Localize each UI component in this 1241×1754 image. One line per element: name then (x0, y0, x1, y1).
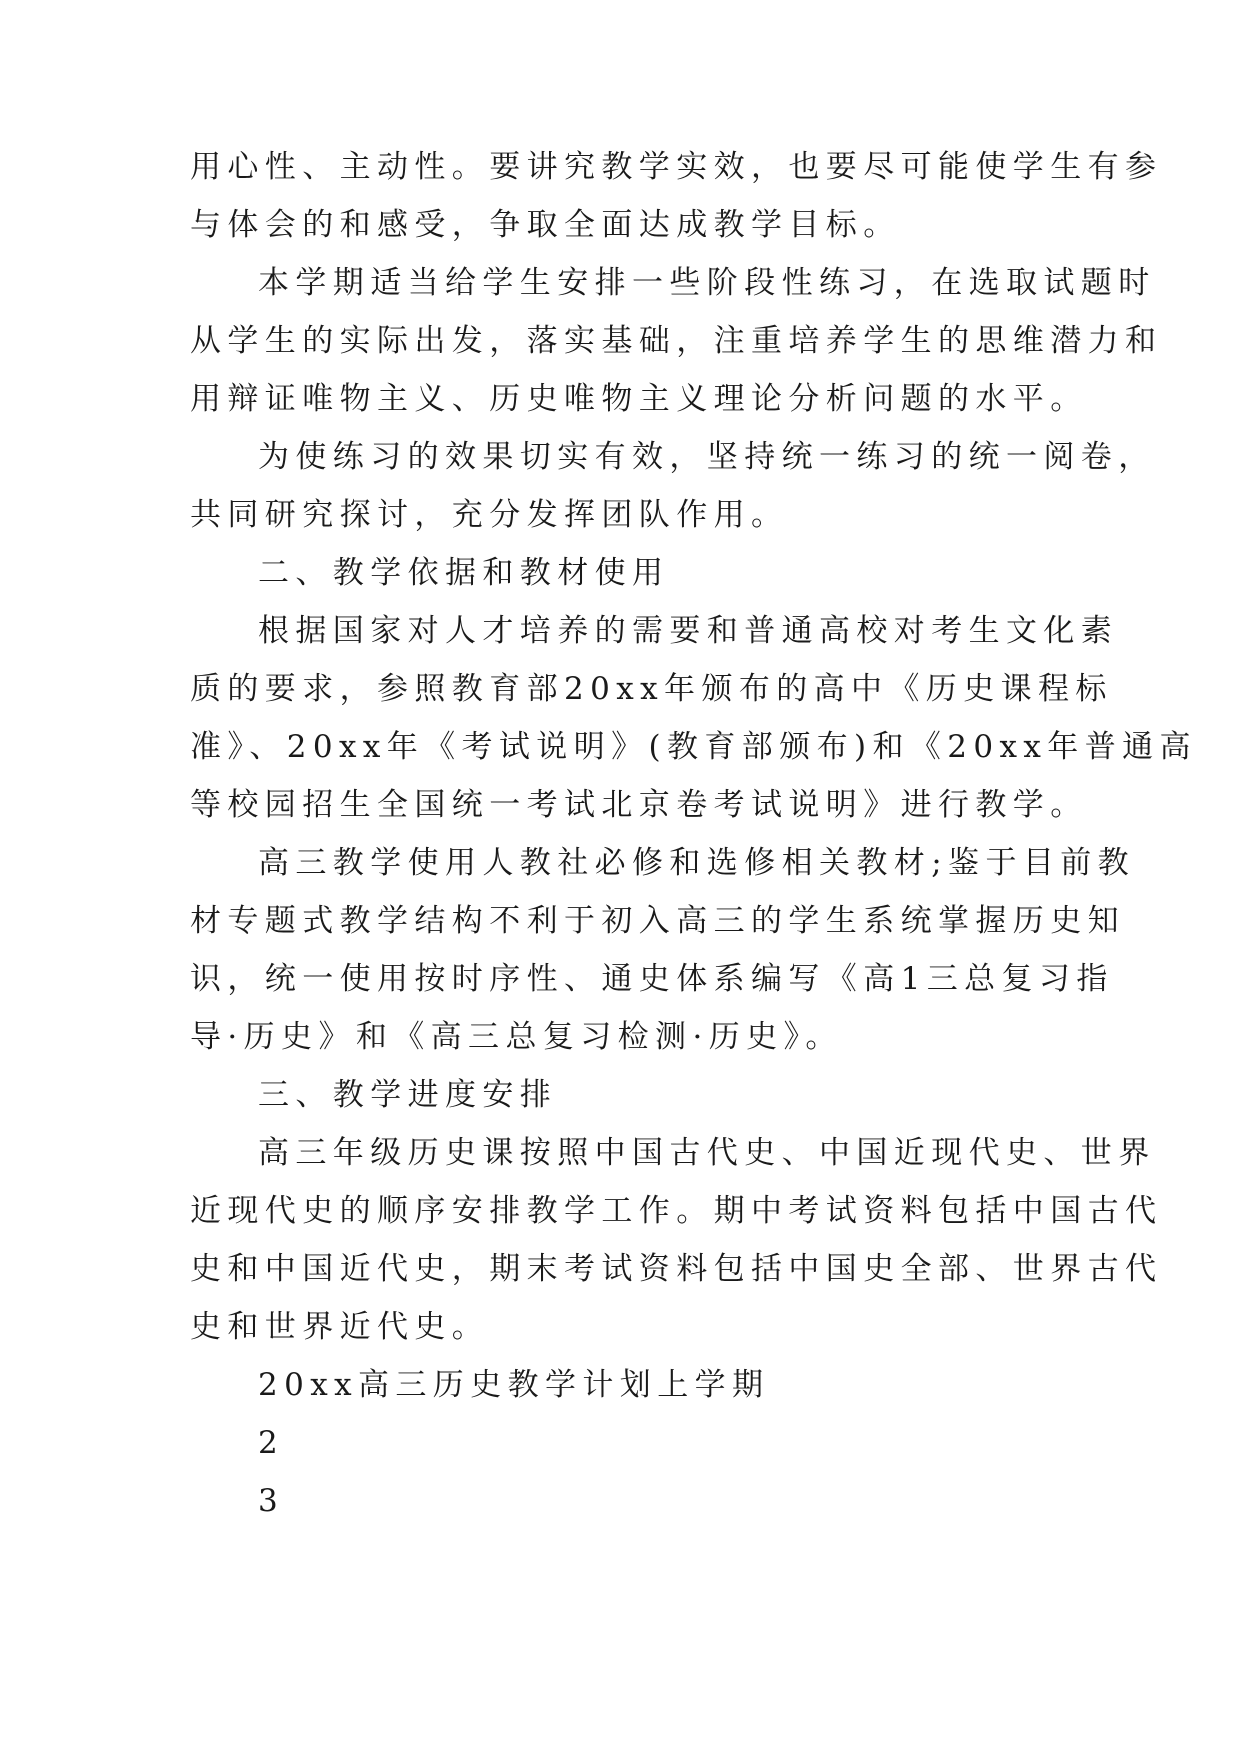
text-line: 导·历史》和《高三总复习检测·历史》。 (190, 1019, 843, 1055)
document-title-line: 20xx高三历史教学计划上学期 (258, 1367, 770, 1403)
paragraph-start: 本学期适当给学生安排一些阶段性练习，在选取试题时 (258, 265, 1156, 301)
text-line: 用心性、主动性。要讲究教学实效，也要尽可能使学生有参 (190, 149, 1163, 185)
text-line: 质的要求，参照教育部20xx年颁布的高中《历史课程标 (190, 671, 1113, 707)
text-line: 史和世界近代史。 (190, 1309, 490, 1345)
text-line: 近现代史的顺序安排教学工作。期中考试资料包括中国古代 (190, 1193, 1163, 1229)
text-line: 等校园招生全国统一考试北京卷考试说明》进行教学。 (190, 787, 1088, 823)
text-line: 从学生的实际出发，落实基础，注重培养学生的思维潜力和 (190, 323, 1163, 359)
text-line: 材专题式教学结构不利于初入高三的学生系统掌握历史知 (190, 903, 1125, 939)
paragraph-start: 根据国家对人才培养的需要和普通高校对考生文化素 (258, 613, 1119, 649)
paragraph-start: 高三年级历史课按照中国古代史、中国近现代史、世界 (258, 1135, 1156, 1171)
section-heading: 二、教学依据和教材使用 (258, 555, 670, 591)
text-line: 史和中国近代史，期末考试资料包括中国史全部、世界古代 (190, 1251, 1163, 1287)
page-number-2: 2 (258, 1425, 285, 1461)
section-heading: 三、教学进度安排 (258, 1077, 558, 1113)
text-line: 用辩证唯物主义、历史唯物主义理论分析问题的水平。 (190, 381, 1088, 417)
page-number-3: 3 (258, 1483, 285, 1519)
text-line: 识，统一使用按时序性、通史体系编写《高1三总复习指 (190, 961, 1114, 997)
paragraph-start: 高三教学使用人教社必修和选修相关教材;鉴于目前教 (258, 845, 1136, 881)
paragraph-start: 为使练习的效果切实有效，坚持统一练习的统一阅卷， (258, 439, 1156, 475)
text-line: 准》、20xx年《考试说明》(教育部颁布)和《20xx年普通高 (190, 729, 1197, 765)
text-line: 与体会的和感受，争取全面达成教学目标。 (190, 207, 901, 243)
text-line: 共同研究探讨，充分发挥团队作用。 (190, 497, 789, 533)
